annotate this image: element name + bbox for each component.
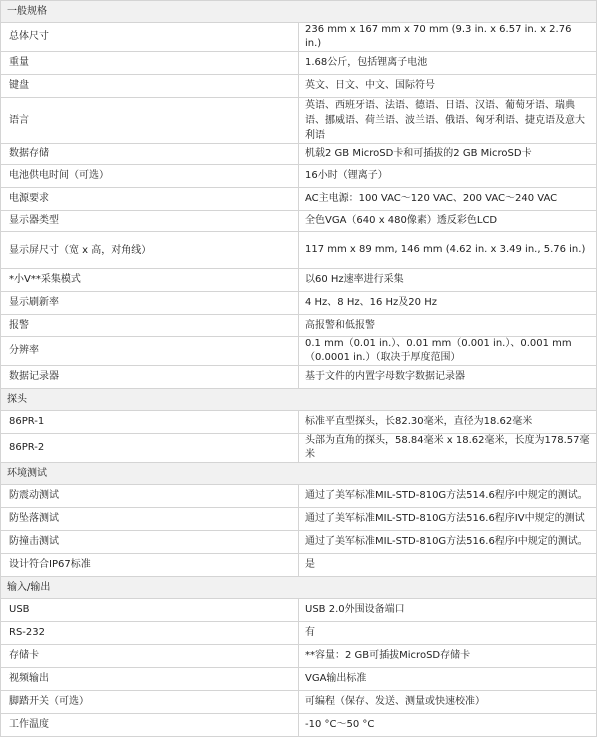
row-label: 电池供电时间（可选） [1,165,299,188]
row-value: 通过了美军标准MIL-STD-810G方法514.6程序I中规定的测试。 [299,485,597,508]
table-row [1,485,597,508]
row-label: 显示器类型 [1,211,299,232]
row-value: 高报警和低报警 [299,315,597,337]
table-row [1,645,597,668]
table-row [1,211,597,232]
row-value: 英文、日文、中文、国际符号 [299,75,597,98]
section-title: 探头 [1,389,597,411]
row-label: 86PR-1 [1,411,299,434]
row-label: 防震动测试 [1,485,299,508]
row-label: 存储卡 [1,645,299,668]
table-row [1,622,597,645]
table-row [1,188,597,211]
table-row [1,366,597,389]
row-label: 显示刷新率 [1,292,299,315]
row-value: AC主电源：100 VAC～120 VAC、200 VAC～240 VAC [299,188,597,211]
row-value: 117 mm x 89 mm, 146 mm (4.62 in. x 3.49 in., 5.76 in.) [299,232,597,269]
row-label: 防坠落测试 [1,508,299,531]
row-value: 1.68公斤，包括锂离子电池 [299,52,597,75]
row-value: 有 [299,622,597,645]
row-label: 脚踏开关（可选） [1,691,299,714]
row-value: 是 [299,554,597,577]
table-row [1,508,597,531]
row-label: 重量 [1,52,299,75]
row-label: 电源要求 [1,188,299,211]
row-value: 通过了美军标准MIL-STD-810G方法516.6程序IV中规定的测试 [299,508,597,531]
table-row [1,691,597,714]
row-label: 分辨率 [1,337,299,366]
row-label: 工作温度 [1,714,299,737]
row-label: USB [1,599,299,622]
row-label: *小V**采集模式 [1,269,299,292]
section-header-io [1,577,597,599]
table-row [1,599,597,622]
section-header-environmental [1,463,597,485]
table-row [1,315,597,337]
row-value: VGA输出标准 [299,668,597,691]
row-value: USB 2.0外围设备端口 [299,599,597,622]
section-title: 一般规格 [1,1,597,23]
row-label: 报警 [1,315,299,337]
row-value: 可编程（保存、发送、测量或快速校准） [299,691,597,714]
section-header-general [1,1,597,23]
table-row [1,52,597,75]
row-value: 全色VGA（640 x 480像素）透反彩色LCD [299,211,597,232]
table-row [1,337,597,366]
row-label: 86PR-2 [1,434,299,463]
table-row [1,144,597,165]
row-value: 标准平直型探头，长82.30毫米，直径为18.62毫米 [299,411,597,434]
row-value: 236 mm x 167 mm x 70 mm (9.3 in. x 6.57 in. x 2.76 in.) [299,23,597,52]
table-row [1,269,597,292]
table-row [1,75,597,98]
row-value: 4 Hz、8 Hz、16 Hz及20 Hz [299,292,597,315]
row-value: 以60 Hz速率进行采集 [299,269,597,292]
section-title: 环境测试 [1,463,597,485]
table-row [1,292,597,315]
row-value: 0.1 mm（0.01 in.）、0.01 mm（0.001 in.）、0.001 mm（0.0001 in.）（取决于厚度范围） [299,337,597,366]
row-value: **容量：2 GB可插拔MicroSD存储卡 [299,645,597,668]
table-row [1,531,597,554]
row-label: 数据记录器 [1,366,299,389]
row-label: 键盘 [1,75,299,98]
table-row [1,411,597,434]
row-value: 基于文件的内置字母数字数据记录器 [299,366,597,389]
table-row [1,232,597,269]
row-label: RS-232 [1,622,299,645]
section-header-probes [1,389,597,411]
table-row [1,165,597,188]
row-value: 通过了美军标准MIL-STD-810G方法516.6程序I中规定的测试。 [299,531,597,554]
table-row [1,98,597,144]
row-label: 设计符合IP67标准 [1,554,299,577]
row-label: 语言 [1,98,299,144]
row-value: 机载2 GB MicroSD卡和可插拔的2 GB MicroSD卡 [299,144,597,165]
table-row [1,554,597,577]
table-row [1,23,597,52]
row-label: 数据存储 [1,144,299,165]
row-label: 显示屏尺寸（宽 x 高，对角线） [1,232,299,269]
row-value: 英语、西班牙语、法语、德语、日语、汉语、葡萄牙语、瑞典语、挪威语、荷兰语、波兰语、俄语、匈牙利语、捷克语及意大利语 [299,98,597,144]
row-value: 16小时（锂离子） [299,165,597,188]
row-value: -10 °C～50 °C [299,714,597,737]
table-row [1,434,597,463]
table-row [1,668,597,691]
section-title: 输入/输出 [1,577,597,599]
row-label: 总体尺寸 [1,23,299,52]
row-label: 视频输出 [1,668,299,691]
row-value: 头部为直角的探头，58.84毫米 x 18.62毫米，长度为178.57毫米 [299,434,597,463]
table-row [1,714,597,737]
row-label: 防撞击测试 [1,531,299,554]
